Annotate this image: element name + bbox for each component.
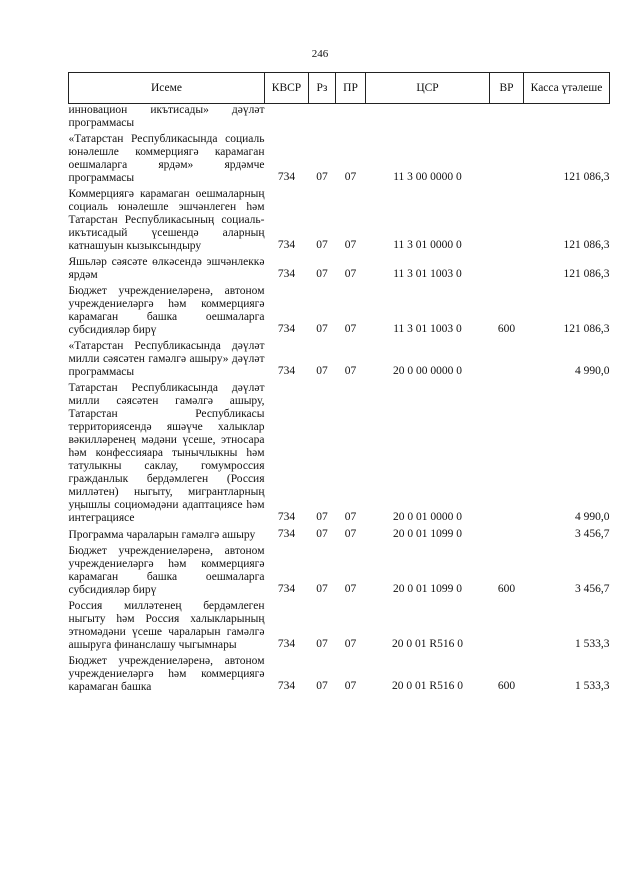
cell-name: «Татарстан Республикасында социаль юнәлешле коммерциягә карамаган оешмаларга ярдәм» ярдәмче программасы [68, 133, 265, 184]
cell-kvsr: 734 [277, 638, 296, 650]
cell-rz [309, 104, 336, 133]
cell-vr [490, 527, 524, 544]
cell-name: Россия милләтенең бердәмлеген ныгыту һәм Россия халыкларының этномәдәни үсеше чараларын гамәлгә ашыруга финанслашу чыгымнары [68, 600, 265, 651]
cell-amount: 4 990,0 [575, 365, 610, 377]
cell-vr [490, 255, 524, 284]
cell-csr: 20 0 01 R516 0 [392, 680, 463, 692]
cell-kvsr: 734 [277, 583, 296, 595]
cell-amount: 1 533,3 [575, 638, 610, 650]
header-amount: Касса үтәлеше [524, 73, 610, 104]
table-row [69, 339, 610, 381]
cell-kvsr: 734 [277, 528, 296, 540]
table-row [69, 104, 610, 133]
cell-rz: 07 [316, 171, 328, 183]
cell-rz: 07 [316, 511, 328, 523]
cell-vr: 600 [497, 680, 516, 692]
cell-kvsr: 734 [277, 511, 296, 523]
cell-csr: 20 0 00 0000 0 [393, 365, 462, 377]
header-rz: Рз [309, 73, 336, 104]
cell-vr [490, 104, 524, 133]
cell-pr: 07 [344, 511, 357, 523]
table-row [69, 284, 610, 339]
cell-rz: 07 [316, 268, 328, 280]
cell-csr [366, 104, 490, 133]
cell-kvsr [265, 104, 309, 133]
cell-csr: 11 3 01 1003 0 [393, 268, 462, 280]
cell-amount: 121 086,3 [563, 268, 610, 280]
table-row [69, 255, 610, 284]
cell-name: Бюджет учреждениеләренә, автоном учреждениеләргә һәм коммерциягә карамаган башка оешмаларга субсидияләр бирү [68, 545, 265, 596]
table-row [69, 527, 610, 544]
cell-rz: 07 [316, 583, 328, 595]
cell-name: Бюджет учреждениеләренә, автоном учреждениеләргә һәм коммерциягә карамаган башка оешмаларга субсидияләр бирү [68, 285, 265, 336]
table-header-row [69, 73, 610, 104]
cell-amount: 3 456,7 [575, 583, 610, 595]
cell-kvsr: 734 [277, 323, 296, 335]
cell-name: Коммерциягә карамаган оешмаларның социаль юнәлешле эшчәнлеген һәм Татарстан Республикасының социаль-икътисадый үсешендә аларның катнашуын кызыксындыру [68, 188, 265, 252]
cell-kvsr: 734 [277, 680, 296, 692]
cell-name: Бюджет учреждениеләренә, автоном учреждениеләргә һәм коммерциягә карамаган башка [68, 655, 265, 693]
cell-rz: 07 [316, 528, 328, 540]
header-vr: ВР [490, 73, 524, 104]
cell-name: Яшьләр сәясәте өлкәсендә эшчәнлеккә ярдәм [68, 256, 265, 281]
cell-rz: 07 [316, 638, 328, 650]
cell-vr [490, 381, 524, 527]
cell-name: Программа чараларын гамәлгә ашыру [68, 529, 256, 541]
cell-kvsr: 734 [277, 268, 296, 280]
cell-amount: 121 086,3 [563, 171, 610, 183]
cell-vr: 600 [497, 323, 516, 335]
cell-name: Татарстан Республикасында дәүләт милли сәясәтен гамәлгә ашыру, Татарстан Республикасы территориясендә яшәүче халыклар вәкилләренең мәдәни үсеше, этносара һәм конфессияара тынычлыкны һәм татулыкны саклау, гомумроссия гражданлык бердәмлеген (Россия милләтен) ныгыту, мигрантларның уңышлы социомәдәни адаптациясе һәм интеграциясе [68, 382, 265, 524]
cell-kvsr: 734 [277, 365, 296, 377]
cell-pr: 07 [344, 528, 357, 540]
table-row [69, 654, 610, 696]
cell-kvsr: 734 [277, 239, 296, 251]
cell-name: инновацион икътисады» дәүләт программасы [68, 104, 265, 129]
cell-pr: 07 [344, 638, 357, 650]
cell-csr: 20 0 01 R516 0 [392, 638, 463, 650]
cell-pr: 07 [344, 268, 357, 280]
cell-pr: 07 [344, 323, 357, 335]
cell-pr: 07 [344, 680, 357, 692]
cell-amount: 121 086,3 [563, 323, 610, 335]
cell-amount [524, 104, 610, 133]
cell-pr [336, 104, 366, 133]
cell-amount: 1 533,3 [575, 680, 610, 692]
header-pr: ПР [336, 73, 366, 104]
cell-amount: 121 086,3 [563, 239, 610, 251]
cell-vr [490, 187, 524, 255]
cell-pr: 07 [344, 583, 357, 595]
table-row [69, 132, 610, 187]
cell-kvsr: 734 [277, 171, 296, 183]
cell-csr: 11 3 01 0000 0 [393, 239, 462, 251]
cell-csr: 20 0 01 1099 0 [393, 528, 462, 540]
cell-rz: 07 [316, 680, 328, 692]
cell-rz: 07 [316, 365, 328, 377]
cell-vr [490, 132, 524, 187]
header-name: Исеме [69, 73, 265, 104]
cell-amount: 3 456,7 [575, 528, 610, 540]
table-row [69, 599, 610, 654]
table-row [69, 187, 610, 255]
table-row [69, 381, 610, 527]
cell-vr [490, 339, 524, 381]
cell-csr: 20 0 01 0000 0 [393, 511, 462, 523]
cell-csr: 11 3 00 0000 0 [393, 171, 462, 183]
table-row [69, 544, 610, 599]
cell-name: «Татарстан Республикасында дәүләт милли сәясәтен гамәлгә ашыру» дәүләт программасы [68, 340, 265, 378]
cell-amount: 4 990,0 [575, 511, 610, 523]
cell-pr: 07 [344, 171, 357, 183]
cell-vr: 600 [497, 583, 516, 595]
cell-rz: 07 [316, 239, 328, 251]
header-kvsr: КВСР [265, 73, 309, 104]
budget-table [68, 72, 610, 696]
cell-csr: 20 0 01 1099 0 [393, 583, 462, 595]
cell-rz: 07 [316, 323, 328, 335]
cell-csr: 11 3 01 1003 0 [393, 323, 462, 335]
page-number: 246 [311, 48, 329, 60]
cell-pr: 07 [344, 239, 357, 251]
cell-vr [490, 599, 524, 654]
header-csr: ЦСР [366, 73, 490, 104]
cell-pr: 07 [344, 365, 357, 377]
